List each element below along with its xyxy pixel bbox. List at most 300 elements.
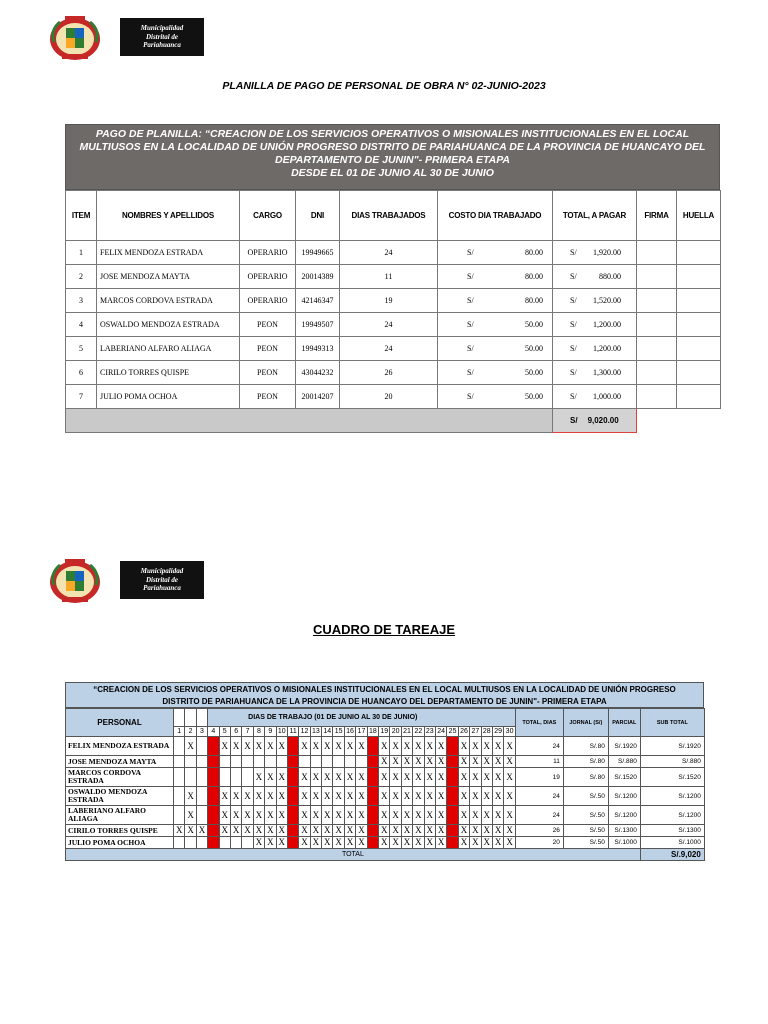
payroll-table-block <box>65 124 720 433</box>
day-cell: X <box>390 768 401 787</box>
tareaje-name: LABERIANO ALFARO ALIAGA <box>66 806 174 825</box>
day-cell: X <box>390 825 401 837</box>
item-cell: 2 <box>66 265 97 289</box>
day-cell: X <box>185 787 196 806</box>
sunday-cell <box>447 806 458 825</box>
costo-value: 50.00 <box>525 320 543 329</box>
item-cell: 5 <box>66 337 97 361</box>
tareaje-row <box>66 825 705 837</box>
total-cell <box>553 361 637 385</box>
total-value: 1,300.00 <box>593 368 621 377</box>
payroll-col-header: NOMBRES Y APELLIDOS <box>97 191 240 241</box>
tareaje-total-row <box>66 849 705 861</box>
total-cell <box>553 241 637 265</box>
currency-symbol: S/ <box>467 392 474 401</box>
day-cell: X <box>299 737 310 756</box>
dni-cell: 20014389 <box>296 265 340 289</box>
day-cell: X <box>458 768 469 787</box>
day-number: 29 <box>494 728 503 735</box>
day-number: 26 <box>460 728 468 735</box>
day-cell: X <box>458 737 469 756</box>
dias-cell: 19 <box>340 289 438 313</box>
costo-cell <box>438 313 553 337</box>
day-cell: X <box>333 737 344 756</box>
day-cell: X <box>242 806 253 825</box>
firma-cell <box>637 385 677 409</box>
tareaje-jornal: S/.50 <box>563 825 608 837</box>
day-cell: X <box>401 756 412 768</box>
costo-value: 50.00 <box>525 344 543 353</box>
tareaje-name: CIRILO TORRES QUISPE <box>66 825 174 837</box>
day-cell: X <box>390 837 401 849</box>
day-number: 1 <box>174 727 185 737</box>
tareaje-subtotal: S/.1000 <box>640 837 704 849</box>
day-cell: X <box>265 837 276 849</box>
day-cell: X <box>356 768 367 787</box>
day-cell <box>299 756 310 768</box>
day-cell: X <box>413 806 424 825</box>
day-cell: X <box>322 787 333 806</box>
day-cell: X <box>265 787 276 806</box>
day-number: 28 <box>482 728 491 735</box>
payroll-col-header: COSTO DIA TRABAJADO <box>438 191 553 241</box>
day-cell <box>174 756 185 768</box>
day-cell: X <box>185 825 196 837</box>
tareaje-subtotal: S/.1300 <box>640 825 704 837</box>
sunday-cell <box>447 837 458 849</box>
sunday-cell <box>447 737 458 756</box>
total-cell <box>553 337 637 361</box>
tareaje-name: JULIO POMA OCHOA <box>66 837 174 849</box>
costo-cell <box>438 361 553 385</box>
payroll-row <box>66 337 721 361</box>
muni-line-1: Municipalidad <box>140 24 184 33</box>
day-cell: X <box>481 837 492 849</box>
dni-cell: 20014207 <box>296 385 340 409</box>
tareaje-name: MARCOS CORDOVA ESTRADA <box>66 768 174 787</box>
col-personal: PERSONAL <box>66 709 174 737</box>
day-cell <box>174 787 185 806</box>
day-cell: X <box>185 806 196 825</box>
costo-value: 80.00 <box>525 248 543 257</box>
tareaje-row <box>66 768 705 787</box>
day-cell: X <box>458 787 469 806</box>
muni-line-2: Distrital de <box>145 575 179 584</box>
sunday-cell <box>367 756 378 768</box>
payroll-head-line: DEPARTAMENTO DE JUNIN"- PRIMERA ETAPA <box>274 154 511 166</box>
day-cell: X <box>333 825 344 837</box>
currency-symbol: S/ <box>570 368 577 377</box>
day-cell <box>196 756 207 768</box>
day-cell: X <box>230 787 241 806</box>
tareaje-subtotal: S/.1200 <box>640 787 704 806</box>
day-cell <box>253 756 264 768</box>
day-cell <box>196 737 207 756</box>
cargo-cell: PEON <box>240 313 296 337</box>
day-cell: X <box>458 756 469 768</box>
name-cell: JULIO POMA OCHOA <box>97 385 240 409</box>
day-cell: X <box>344 737 355 756</box>
sunday-cell <box>208 825 219 837</box>
tareaje-jornal: S/.80 <box>563 756 608 768</box>
day-cell: X <box>413 737 424 756</box>
day-cell: X <box>492 837 503 849</box>
day-cell: X <box>492 768 503 787</box>
day-cell: X <box>356 825 367 837</box>
day-number: 15 <box>334 728 343 735</box>
total-value: 1,200.00 <box>593 344 621 353</box>
day-number: 9 <box>265 727 276 737</box>
sunday-cell <box>287 737 298 756</box>
tareaje-dias: 24 <box>515 737 563 756</box>
tareaje-name: OSWALDO MENDOZA ESTRADA <box>66 787 174 806</box>
sunday-cell <box>208 806 219 825</box>
day-cell: X <box>230 825 241 837</box>
payroll-col-header: DIAS TRABAJADOS <box>340 191 438 241</box>
day-cell: X <box>230 806 241 825</box>
day-cell <box>242 837 253 849</box>
tareaje-jornal: S/.50 <box>563 806 608 825</box>
day-cell: X <box>458 825 469 837</box>
day-cell: X <box>344 768 355 787</box>
document-title: PLANILLA DE PAGO DE PERSONAL DE OBRA N° 02-JUNIO-2023 <box>222 80 546 92</box>
currency-symbol: S/ <box>467 320 474 329</box>
muni-line-3: Pariahuanca <box>143 41 181 50</box>
tareaje-parcial: S/.1920 <box>608 737 640 756</box>
day-cell: X <box>174 825 185 837</box>
dni-cell: 19949313 <box>296 337 340 361</box>
day-cell: X <box>492 756 503 768</box>
costo-cell <box>438 289 553 313</box>
currency-symbol: S/ <box>570 344 577 353</box>
day-cell: X <box>458 837 469 849</box>
day-header-blank <box>174 709 185 727</box>
cargo-cell: PEON <box>240 385 296 409</box>
day-number: 5 <box>219 727 230 737</box>
day-cell: X <box>310 825 321 837</box>
day-cell <box>276 756 287 768</box>
day-cell: X <box>344 787 355 806</box>
payroll-col-header: HUELLA <box>677 191 721 241</box>
total-cell <box>553 313 637 337</box>
day-number: 20 <box>391 728 400 735</box>
day-cell: X <box>219 737 230 756</box>
day-cell: X <box>379 737 390 756</box>
day-cell: X <box>242 825 253 837</box>
sunday-cell <box>208 837 219 849</box>
day-cell: X <box>253 806 264 825</box>
day-cell <box>356 756 367 768</box>
sunday-cell <box>287 806 298 825</box>
payroll-header <box>65 124 720 190</box>
day-cell: X <box>492 825 503 837</box>
day-cell: X <box>379 787 390 806</box>
day-number: 16 <box>346 728 354 735</box>
day-cell <box>174 737 185 756</box>
dni-cell: 19949507 <box>296 313 340 337</box>
day-cell <box>310 756 321 768</box>
cargo-cell: OPERARIO <box>240 289 296 313</box>
municipality-name-box <box>120 18 204 56</box>
day-cell: X <box>310 787 321 806</box>
day-cell: X <box>413 768 424 787</box>
tareaje-name: FELIX MENDOZA ESTRADA <box>66 737 174 756</box>
name-cell: OSWALDO MENDOZA ESTRADA <box>97 313 240 337</box>
day-cell: X <box>333 787 344 806</box>
huella-cell <box>677 385 721 409</box>
day-cell: X <box>344 837 355 849</box>
day-cell: X <box>401 837 412 849</box>
costo-value: 50.00 <box>525 368 543 377</box>
day-cell: X <box>265 737 276 756</box>
municipality-name-box <box>120 561 204 599</box>
day-cell <box>196 768 207 787</box>
day-cell: X <box>470 756 481 768</box>
day-cell: X <box>504 837 516 849</box>
tareaje-parcial: S/.1200 <box>608 806 640 825</box>
payroll-col-header: ITEM <box>66 191 97 241</box>
payroll-head-line: DESDE EL 01 DE JUNIO AL 30 DE JUNIO <box>291 167 494 179</box>
payroll-body <box>66 241 721 409</box>
tareaje-row <box>66 837 705 849</box>
dni-cell: 42146347 <box>296 289 340 313</box>
day-cell: X <box>458 806 469 825</box>
tareaje-head-line: “CREACION DE LOS SERVICIOS OPERATIVOS O MISIONALES INSTITUCIONALES EN EL LOCAL MULTIUSOS EN LA LOCALIDAD DE UNIÓN PROGRESO <box>93 685 676 694</box>
tareaje-subtotal: S/.880 <box>640 756 704 768</box>
day-cell: X <box>504 787 516 806</box>
costo-value: 80.00 <box>525 296 543 305</box>
day-number: 11 <box>287 727 298 737</box>
tareaje-header <box>65 682 704 708</box>
currency-symbol: S/ <box>570 392 577 401</box>
huella-cell <box>677 313 721 337</box>
tareaje-parcial: S/.1300 <box>608 825 640 837</box>
day-cell <box>196 806 207 825</box>
day-cell: X <box>481 787 492 806</box>
dias-cell: 11 <box>340 265 438 289</box>
tareaje-table <box>65 708 705 861</box>
day-cell: X <box>413 787 424 806</box>
day-cell <box>242 768 253 787</box>
day-number: 27 <box>471 728 480 735</box>
day-cell <box>219 837 230 849</box>
day-cell: X <box>299 825 310 837</box>
col-days-title: DIAS DE TRABAJO (01 DE JUNIO AL 30 DE JUNIO) <box>208 709 516 727</box>
dias-cell: 24 <box>340 337 438 361</box>
cuadro-title: CUADRO DE TAREAJE <box>312 622 456 637</box>
currency-symbol: S/ <box>467 272 474 281</box>
day-cell: X <box>356 737 367 756</box>
day-cell: X <box>253 837 264 849</box>
col-jornal: JORNAL (S/) <box>563 709 608 737</box>
day-cell: X <box>492 806 503 825</box>
day-cell: X <box>265 768 276 787</box>
day-number: 17 <box>357 728 366 735</box>
day-cell: X <box>504 756 516 768</box>
day-cell: X <box>435 787 446 806</box>
day-number: 4 <box>208 727 219 737</box>
day-cell: X <box>492 737 503 756</box>
day-cell <box>230 768 241 787</box>
day-number: 25 <box>448 728 457 735</box>
day-cell: X <box>504 806 516 825</box>
firma-cell <box>637 265 677 289</box>
day-cell: X <box>413 756 424 768</box>
day-cell: X <box>481 756 492 768</box>
day-cell: X <box>435 825 446 837</box>
day-cell <box>185 756 196 768</box>
sunday-cell <box>208 787 219 806</box>
payroll-table <box>65 190 721 433</box>
item-cell: 3 <box>66 289 97 313</box>
costo-cell <box>438 337 553 361</box>
day-cell: X <box>310 768 321 787</box>
firma-cell <box>637 313 677 337</box>
tareaje-row <box>66 737 705 756</box>
day-number: 12 <box>300 728 309 735</box>
day-cell: X <box>470 787 481 806</box>
day-cell: X <box>242 737 253 756</box>
dias-cell: 20 <box>340 385 438 409</box>
huella-cell <box>677 289 721 313</box>
day-header-blank <box>196 709 207 727</box>
day-number: 2 <box>185 727 196 737</box>
costo-cell <box>438 241 553 265</box>
day-cell: X <box>390 787 401 806</box>
currency-symbol: S/ <box>570 416 578 425</box>
day-cell: X <box>196 825 207 837</box>
costo-cell <box>438 265 553 289</box>
day-cell <box>196 837 207 849</box>
tareaje-dias: 26 <box>515 825 563 837</box>
firma-cell <box>637 361 677 385</box>
day-cell <box>174 837 185 849</box>
cargo-cell: OPERARIO <box>240 265 296 289</box>
day-cell: X <box>401 787 412 806</box>
day-cell <box>322 756 333 768</box>
day-cell: X <box>333 768 344 787</box>
payroll-head-line: MULTIUSOS EN LA LOCALIDAD DE UNIÓN PROGRESO DISTRITO DE PARIAHUANCA DE LA PROVINCIA DE HUANCAYO DEL <box>79 141 706 153</box>
payroll-row <box>66 265 721 289</box>
day-cell: X <box>504 737 516 756</box>
day-cell: X <box>219 806 230 825</box>
col-total-dias: TOTAL, DIAS <box>515 709 563 737</box>
day-number: 10 <box>277 728 286 735</box>
day-cell: X <box>504 825 516 837</box>
sunday-cell <box>367 837 378 849</box>
tareaje-jornal: S/.80 <box>563 737 608 756</box>
name-cell: FELIX MENDOZA ESTRADA <box>97 241 240 265</box>
municipal-seal-icon <box>48 555 102 605</box>
sunday-cell <box>447 787 458 806</box>
cargo-cell: OPERARIO <box>240 241 296 265</box>
tareaje-subtotal: S/.1200 <box>640 806 704 825</box>
tareaje-parcial: S/.880 <box>608 756 640 768</box>
day-number: 3 <box>196 727 207 737</box>
day-number: 13 <box>311 728 320 735</box>
currency-symbol: S/ <box>570 320 577 329</box>
day-cell: X <box>276 737 287 756</box>
sunday-cell <box>367 825 378 837</box>
payroll-row <box>66 289 721 313</box>
tareaje-parcial: S/.1520 <box>608 768 640 787</box>
day-cell: X <box>276 825 287 837</box>
day-cell: X <box>390 806 401 825</box>
sunday-cell <box>367 768 378 787</box>
day-cell: X <box>310 806 321 825</box>
tareaje-dias: 19 <box>515 768 563 787</box>
tareaje-parcial: S/.1000 <box>608 837 640 849</box>
tareaje-dias: 11 <box>515 756 563 768</box>
costo-value: 50.00 <box>525 392 543 401</box>
item-cell: 4 <box>66 313 97 337</box>
day-cell: X <box>435 837 446 849</box>
costo-value: 80.00 <box>525 272 543 281</box>
day-cell: X <box>276 806 287 825</box>
tareaje-body <box>66 737 705 849</box>
day-header-blank <box>185 709 196 727</box>
payroll-col-header: CARGO <box>240 191 296 241</box>
day-cell: X <box>219 787 230 806</box>
item-cell: 7 <box>66 385 97 409</box>
day-cell: X <box>481 768 492 787</box>
day-cell: X <box>310 837 321 849</box>
day-number: 8 <box>253 727 264 737</box>
firma-cell <box>637 241 677 265</box>
total-cell <box>553 289 637 313</box>
huella-cell <box>677 337 721 361</box>
day-cell: X <box>481 825 492 837</box>
payroll-col-header: FIRMA <box>637 191 677 241</box>
day-cell: X <box>401 806 412 825</box>
day-cell: X <box>299 787 310 806</box>
day-number: 30 <box>505 728 514 735</box>
currency-symbol: S/ <box>570 272 577 281</box>
day-number: 7 <box>242 727 253 737</box>
day-cell: X <box>390 737 401 756</box>
day-number: 14 <box>323 728 332 735</box>
day-cell: X <box>299 768 310 787</box>
day-cell: X <box>265 806 276 825</box>
day-cell <box>265 756 276 768</box>
sunday-cell <box>367 787 378 806</box>
day-cell <box>185 768 196 787</box>
day-cell: X <box>401 768 412 787</box>
currency-symbol: S/ <box>467 248 474 257</box>
day-cell <box>196 787 207 806</box>
dias-cell: 24 <box>340 241 438 265</box>
day-cell: X <box>504 768 516 787</box>
day-cell <box>219 756 230 768</box>
firma-cell <box>637 337 677 361</box>
day-cell: X <box>299 806 310 825</box>
day-cell: X <box>322 806 333 825</box>
huella-cell <box>677 265 721 289</box>
day-cell <box>230 837 241 849</box>
day-cell: X <box>379 837 390 849</box>
day-cell: X <box>356 806 367 825</box>
day-cell <box>344 756 355 768</box>
tareaje-subtotal: S/.1920 <box>640 737 704 756</box>
day-cell <box>219 768 230 787</box>
total-value: 880.00 <box>599 272 621 281</box>
header-logos-top <box>48 12 204 62</box>
day-number: 21 <box>403 728 411 735</box>
day-cell: X <box>276 787 287 806</box>
tareaje-subtotal: S/.1520 <box>640 768 704 787</box>
costo-cell <box>438 385 553 409</box>
dni-cell: 19949665 <box>296 241 340 265</box>
